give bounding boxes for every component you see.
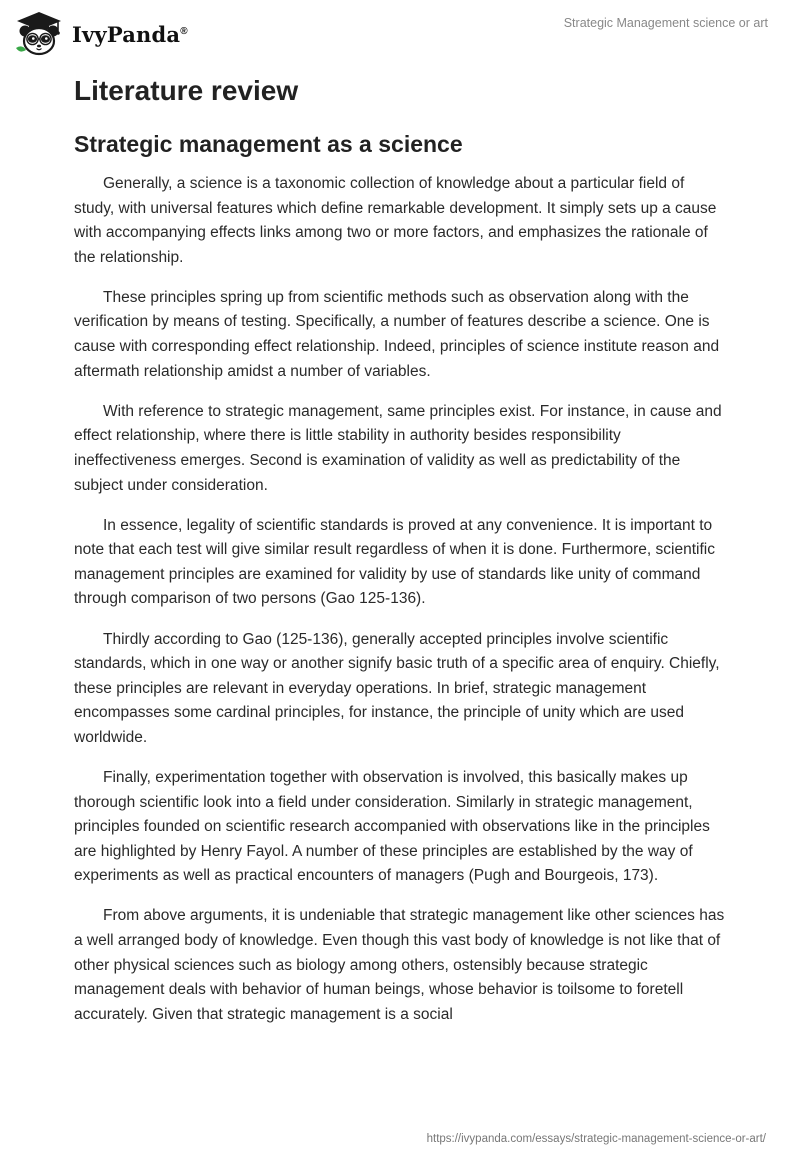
paragraph: These principles spring up from scientific methods such as observation along with the verification by means of testing. Specifically, a number of features describe a science. One is cause with corresponding effect relationship. Indeed, principles of science institute reason and aftermath relationship amidst a number of variables. <box>74 288 720 380</box>
paragraph: Generally, a science is a taxonomic collection of knowledge about a particular field of study, with universal features which define remarkable development. It simply sets up a cause with accompanying effects links among two or more factors, and emphasizes the rationale of the relationship. <box>74 175 717 266</box>
paragraph: With reference to strategic management, same principles exist. For instance, in cause and effect relationship, where there is little stability in authority besides responsibility ineffectiveness emerges. Second is examination of validity as well as predictability of the subject under consideration. <box>74 402 722 494</box>
article-content <box>74 70 726 1043</box>
paragraph: From above arguments, it is undeniable that strategic management like other sciences has a well arranged body of knowledge. Even though this vast body of knowledge is not like that of other physical sciences such as biology among others, ostensibly because strategic management deals with behavior of human beings, whose behavior is toilsome to foretell accurately. Given that strategic management is a social <box>74 907 725 1023</box>
section-heading: Strategic management as a science <box>74 131 463 157</box>
paragraph: Thirdly according to Gao (125-136), generally accepted principles involve scientific standards, which in one way or another signify basic truth of a specific area of enquiry. Chiefly, these principles are relevant in everyday operations. In brief, strategic management encompasses some cardinal principles, for instance, the principle of unity which are used worldwide. <box>74 630 720 746</box>
source-url[interactable]: https://ivypanda.com/essays/strategic-management-science-or-art/ <box>426 1133 766 1145</box>
logo-text: IvyPanda® <box>72 21 188 47</box>
logo[interactable] <box>14 10 188 56</box>
panda-graduate-icon <box>14 10 64 56</box>
paragraph: In essence, legality of scientific standards is proved at any convenience. It is important to note that each test will give similar result regardless of when it is done. Furthermore, scientific management principles are examined for validity by use of standards like unity of command through comparison of two persons (Gao 125-136). <box>74 516 715 608</box>
paragraph: Finally, experimentation together with observation is involved, this basically makes up thorough scientific look into a field under consideration. Similarly in strategic management, principles founded on scientific research accompanied with observations like in the principles are highlighted by Henry Fayol. A number of these principles are established by the way of experiments as well as practical encounters of managers (Pugh and Bourgeois, 173). <box>74 768 710 885</box>
document-title: Strategic Management science or art <box>563 16 768 30</box>
page-heading: Literature review <box>74 75 299 106</box>
